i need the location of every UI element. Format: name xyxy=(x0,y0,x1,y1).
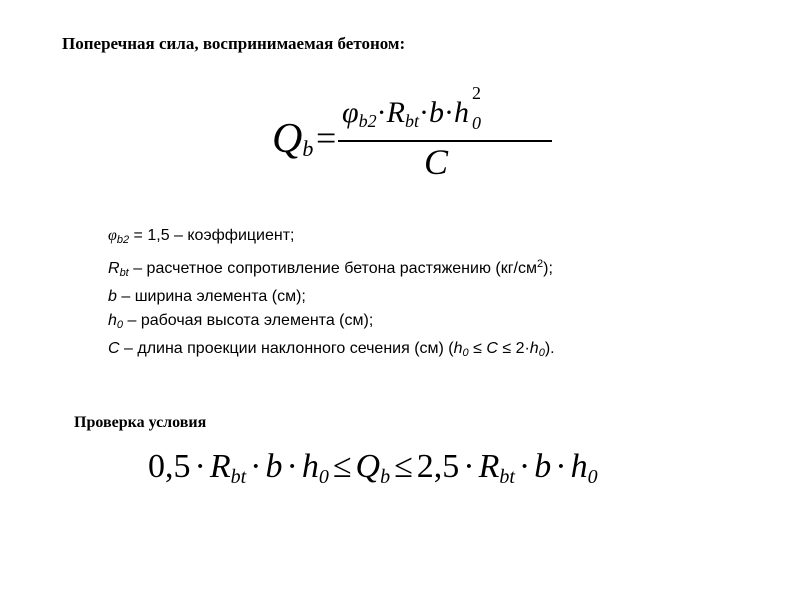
legend-line-h0: $h_0$ – рабочая высота элемента (см); xyxy=(108,311,374,331)
formula-lhs: $Q_b$ xyxy=(272,116,314,162)
formula-numerator: $\varphi_{b2}\cdot R_{bt}\cdot b\cdot h$ 2 0 xyxy=(342,83,481,133)
page-title: Поперечная сила, воспринимаемая бетоном: xyxy=(62,34,406,53)
check-condition-title: Проверка условия xyxy=(74,414,207,431)
check-condition-formula: $0,5 \cdot R_{bt} \cdot b \cdot h_0 \le Q_b \le 2,5 \cdot R_{bt} \cdot b \cdot h_0$ xyxy=(148,448,598,488)
legend-line-phi: $\varphi_{b2} = 1,5$ – коэффициент; xyxy=(108,227,295,246)
shear-force-formula xyxy=(272,83,562,192)
legend-line-rbt: $R_{bt}$ – расчетное сопротивление бетона растяжению $(кг/см^2)$; xyxy=(108,257,553,279)
formula-denominator: C xyxy=(424,142,449,182)
legend-line-c: C – длина проекции наклонного сечения (см) $(h_0 \le C \le 2\cdot h_0)$. xyxy=(108,340,555,359)
variable-legend xyxy=(108,224,555,366)
equals-sign: = xyxy=(316,118,337,158)
legend-line-b: b – ширина элемента (см); xyxy=(108,288,306,305)
